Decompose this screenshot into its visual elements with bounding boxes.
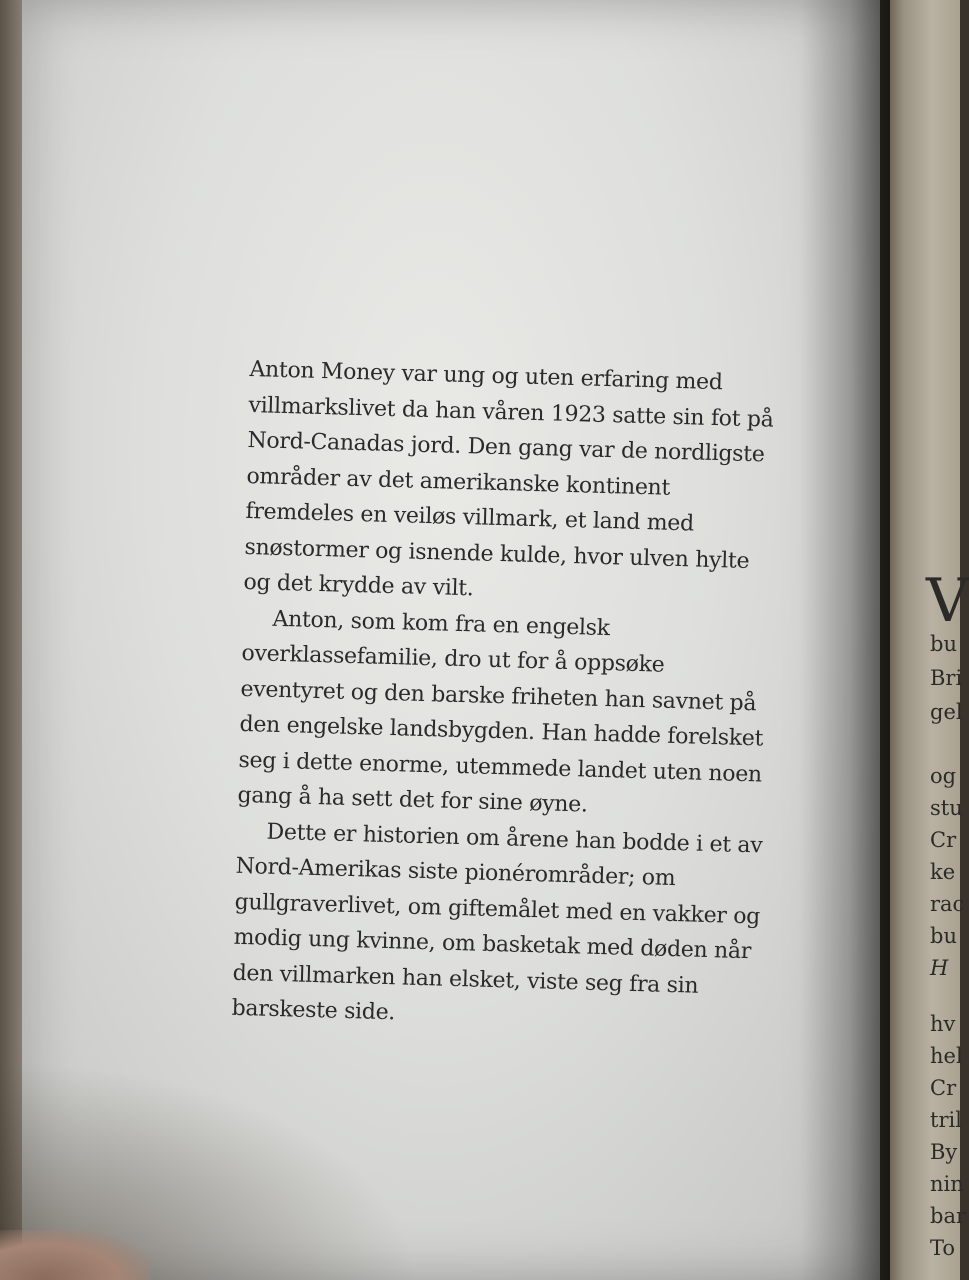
facing-page-fragment: bu (930, 924, 957, 948)
text-line: eventyret og den barske friheten han savnet på (240, 676, 757, 716)
text-line: Nord-Amerikas siste pionérområder; om (235, 853, 676, 892)
text-line: den villmarken han elsket, viste seg fra sin (232, 960, 699, 999)
text-line: barskeste side. (231, 995, 396, 1026)
text-line: Anton, som kom fra en engelsk (272, 606, 611, 641)
paragraph-2 (237, 600, 818, 829)
text-line: snøstormer og isnende kulde, hvor ulven hylte (244, 534, 750, 574)
facing-page-fragment: To (930, 1236, 956, 1260)
facing-page-fragment: bu (930, 632, 957, 656)
text-line: villmarkslivet da han våren 1923 satte sin fot på (248, 392, 774, 433)
text-line: den engelske landsbygden. Han hadde forelsket (239, 711, 764, 752)
paragraph-3 (231, 813, 812, 1042)
finger-holding-page (0, 1230, 150, 1280)
text-line: overklassefamilie, dro ut for å oppsøke (241, 640, 665, 678)
facing-page (890, 0, 969, 1280)
text-line: modig ung kvinne, om basketak med døden når (233, 924, 752, 965)
facing-page-fragment: By (930, 1140, 958, 1164)
facing-page-fragment: hel (930, 1044, 963, 1068)
text-line: fremdeles en veiløs villmark, et land med (245, 498, 695, 537)
blurb-text (231, 352, 825, 1042)
facing-page-fragment: Cr (930, 1076, 957, 1100)
facing-page-fragment: gel (930, 700, 963, 724)
facing-page-initial: V (926, 566, 969, 636)
text-line: seg i dette enorme, utemmede landet uten noen (238, 747, 763, 787)
facing-page-fragment: Bri (930, 666, 963, 690)
facing-page-fragment: stu (930, 796, 963, 820)
facing-page-fragment: H (930, 956, 949, 980)
facing-page-fragment: Cr (930, 828, 957, 852)
facing-page-fragment: hv (930, 1012, 956, 1036)
paragraph-1 (243, 352, 825, 616)
text-line: gang å ha sett det for sine øyne. (237, 782, 588, 818)
text-line: Nord-Canadas jord. Den gang var de nordligste (247, 427, 765, 468)
text-line: Dette er historien om årene han bodde i et av (266, 819, 763, 858)
text-line: og det krydde av vilt. (243, 569, 474, 602)
facing-page-fragment: nin (930, 1172, 964, 1196)
text-line: gullgraverlivet, om giftemålet med en vakker og (234, 889, 761, 929)
facing-page-fragment: og (930, 764, 957, 788)
facing-page-fragment: bar (930, 1204, 967, 1228)
text-line: områder av det amerikanske kontinent (246, 463, 671, 501)
facing-page-fragment: tril (930, 1108, 962, 1132)
text-line: Anton Money var ung og uten erfaring med (249, 356, 723, 396)
facing-page-fragment: ke (930, 860, 956, 884)
facing-page-fragment: rac (930, 892, 965, 916)
